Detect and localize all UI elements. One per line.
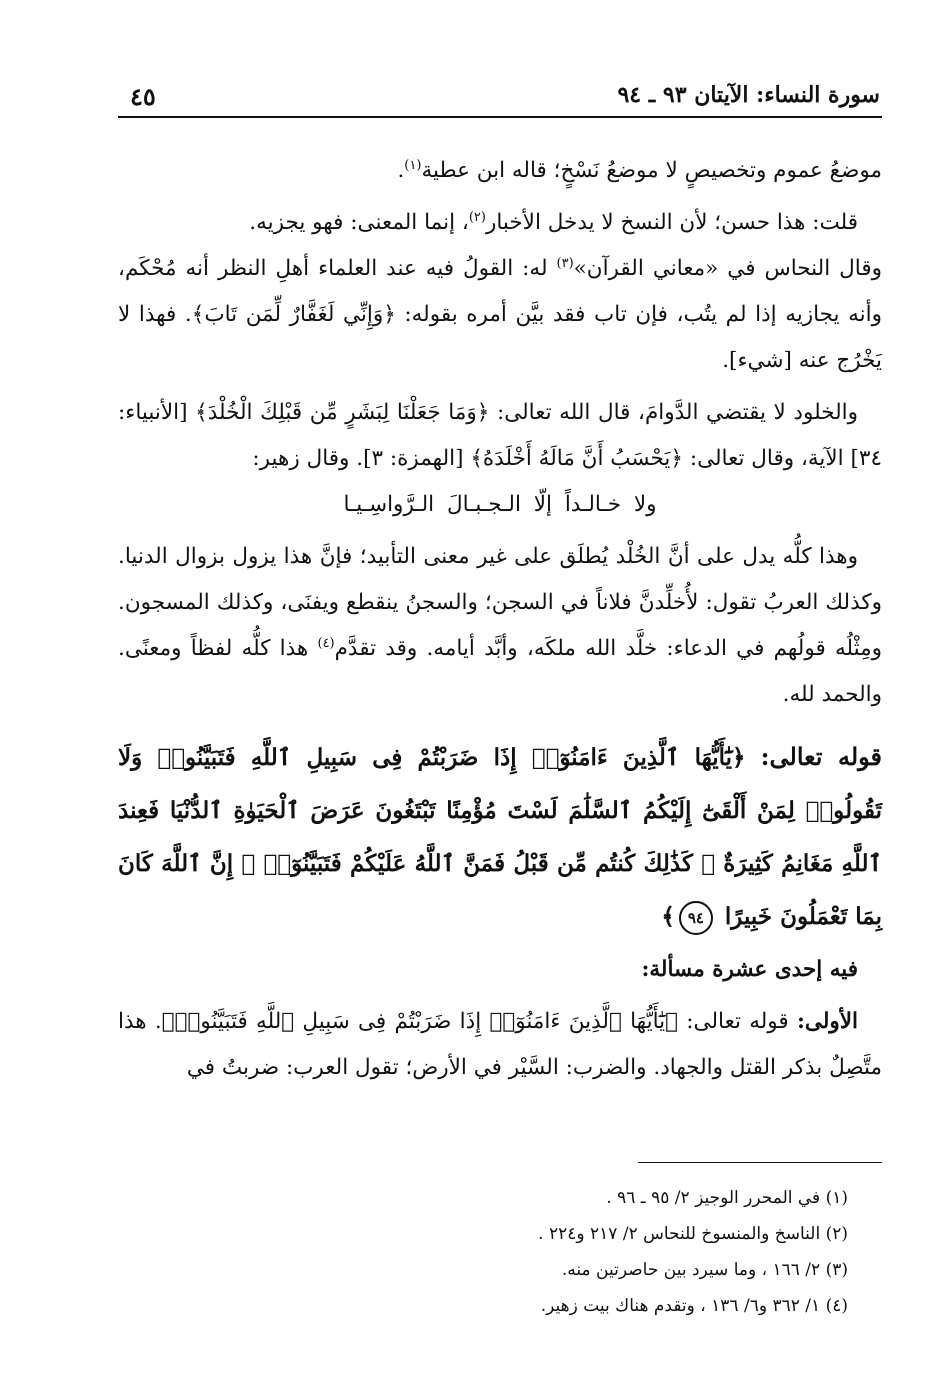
paragraph-1-text: موضعُ عموم وتخصيصٍ لا موضعُ نَسْخٍ؛ قاله ابن عطية: [421, 158, 882, 183]
paragraph-2-end: ، إنما المعنى: فهو يجزيه.: [249, 210, 469, 235]
paragraph-5-text-b: هذا كلُّه لفظاً ومعنًى. والحمد لله.: [118, 636, 882, 707]
quran-lead: قوله تعالى:: [760, 742, 882, 771]
paragraph-6-text: قوله تعالى: ﴿يَٰٓأَيُّهَا ٱلَّذِينَ ءَامَنُوٓا۟ إِذَا ضَرَبْتُمْ فِى سَبِيلِ ٱللَّهِ فَتَبَيَّنُوا۟﴾. هذا متَّصِلٌ بذكر القتل والجهاد. والضرب: السَّيْر في الأرض؛ تقول العرب: ضربتُ في: [118, 1009, 882, 1080]
footnote-ref-4: (٤): [317, 635, 335, 651]
page-header: [118, 76, 880, 116]
ayah-number-icon: ٩٤: [679, 901, 713, 935]
footnote-4: (٤) ١/ ٣٦٢ و٦/ ١٣٦ ، وتقدم هناك بيت زهير.: [540, 1296, 848, 1316]
header-divider: [118, 116, 882, 118]
paragraph-1-end: .: [397, 158, 405, 183]
paragraph-3-text-b: له: القولُ فيه عند العلماء أهلِ النظر أنه مُحْكَم، وأنه يجازيه إذا لم يتُب، فإن تاب فقد بيَّن أمره بقوله: ﴿وَإِنِّي لَغَفَّارٌ لِّمَن تَابَ﴾. فهذا لا يَخْرُج عنه [شيء].: [118, 256, 882, 373]
footnotes: [118, 1180, 882, 1324]
paragraph-5-text-a: وهذا كلُّه يدل على أنَّ الخُلْد يُطلَق على غير معنى التأبيد؛ فإنَّ هذا يزول بزوال الدنيا. وكذلك العربُ تقول: لأُخلِّدنَّ فلاناً في السجن؛ والسجنُ ينقطع ويفنَى، وكذلك المسجون. ومِثْلُه قولُهم في الدعاء: خلَّد الله ملكَه، وأبَّد أيامه. وقد تقدَّم: [118, 544, 882, 661]
running-title: سورة النساء: الآيتان ٩٣ ـ ٩٤: [617, 82, 880, 108]
footnote-ref-3: (٣): [556, 255, 574, 271]
footnote-divider: [638, 1162, 882, 1163]
footnote-2: (٢) الناسخ والمنسوخ للنحاس ٢/ ٢١٧ و٢٢٤ .: [538, 1224, 848, 1244]
paragraph-3: [118, 246, 882, 384]
footnote-ref-1: (١): [404, 157, 422, 173]
paragraph-1: [118, 148, 882, 194]
paragraph-5: [118, 534, 882, 718]
footnote-3: (٣) ٢/ ١٦٦ ، وما سيرد بين حاصرتين منه.: [561, 1260, 848, 1280]
poem-line: ولا خـالـداً إلّا الـجـبـالَ الـرَّواسِـيـا: [343, 492, 657, 517]
main-text: [118, 148, 882, 1091]
page-number: ٤٥: [130, 82, 156, 111]
paragraph-2: [118, 200, 882, 246]
quran-close-bracket: ﴾: [661, 903, 675, 930]
footnote-ref-2: (٢): [468, 209, 486, 225]
footnote-1: (١) في المحرر الوجيز ٢/ ٩٥ ـ ٩٦ .: [606, 1188, 848, 1208]
quran-verse-text: ﴿يَٰٓأَيُّهَا ٱلَّذِينَ ءَامَنُوٓا۟ إِذَا ضَرَبْتُمْ فِى سَبِيلِ ٱللَّهِ فَتَبَيَّنُوا۟ وَلَا تَقُولُوا۟ لِمَنْ أَلْقَىٰٓ إِلَيْكُمُ ٱلسَّلَٰمَ لَسْتَ مُؤْمِنًا تَبْتَغُونَ عَرَضَ ٱلْحَيَوٰةِ ٱلدُّنْيَا فَعِندَ ٱللَّهِ مَغَانِمُ كَثِيرَةٌ ۚ كَذَٰلِكَ كُنتُم مِّن قَبْلُ فَمَنَّ ٱللَّهُ عَلَيْكُمْ فَتَبَيَّنُوٓا۟ ۚ إِنَّ ٱللَّهَ كَانَ بِمَا تَعْمَلُونَ خَبِيرًا: [118, 744, 882, 930]
paragraph-2-text: قلت: هذا حسن؛ لأن النسخ لا يدخل الأخبار: [485, 210, 858, 235]
paragraph-4: والخلود لا يقتضي الدَّوامَ، قال الله تعالى: ﴿وَمَا جَعَلْنَا لِبَشَرٍ مِّن قَبْلِكَ الْخُلْدَ﴾ [الأنبياء: ٣٤] الآية، وقال تعالى: ﴿يَحْسَبُ أَنَّ مَالَهُ أَخْلَدَهُ﴾ [الهمزة: ٣]. وقال زهير:: [118, 400, 882, 471]
paragraph-6: [118, 999, 882, 1091]
section-heading: فيه إحدى عشرة مسألة:: [641, 957, 858, 982]
paragraph-6-lead: الأولى:: [796, 1009, 858, 1034]
paragraph-3-text-a: وقال النحاس في «معاني القرآن»: [573, 256, 883, 281]
quran-verse-block: [118, 730, 882, 943]
